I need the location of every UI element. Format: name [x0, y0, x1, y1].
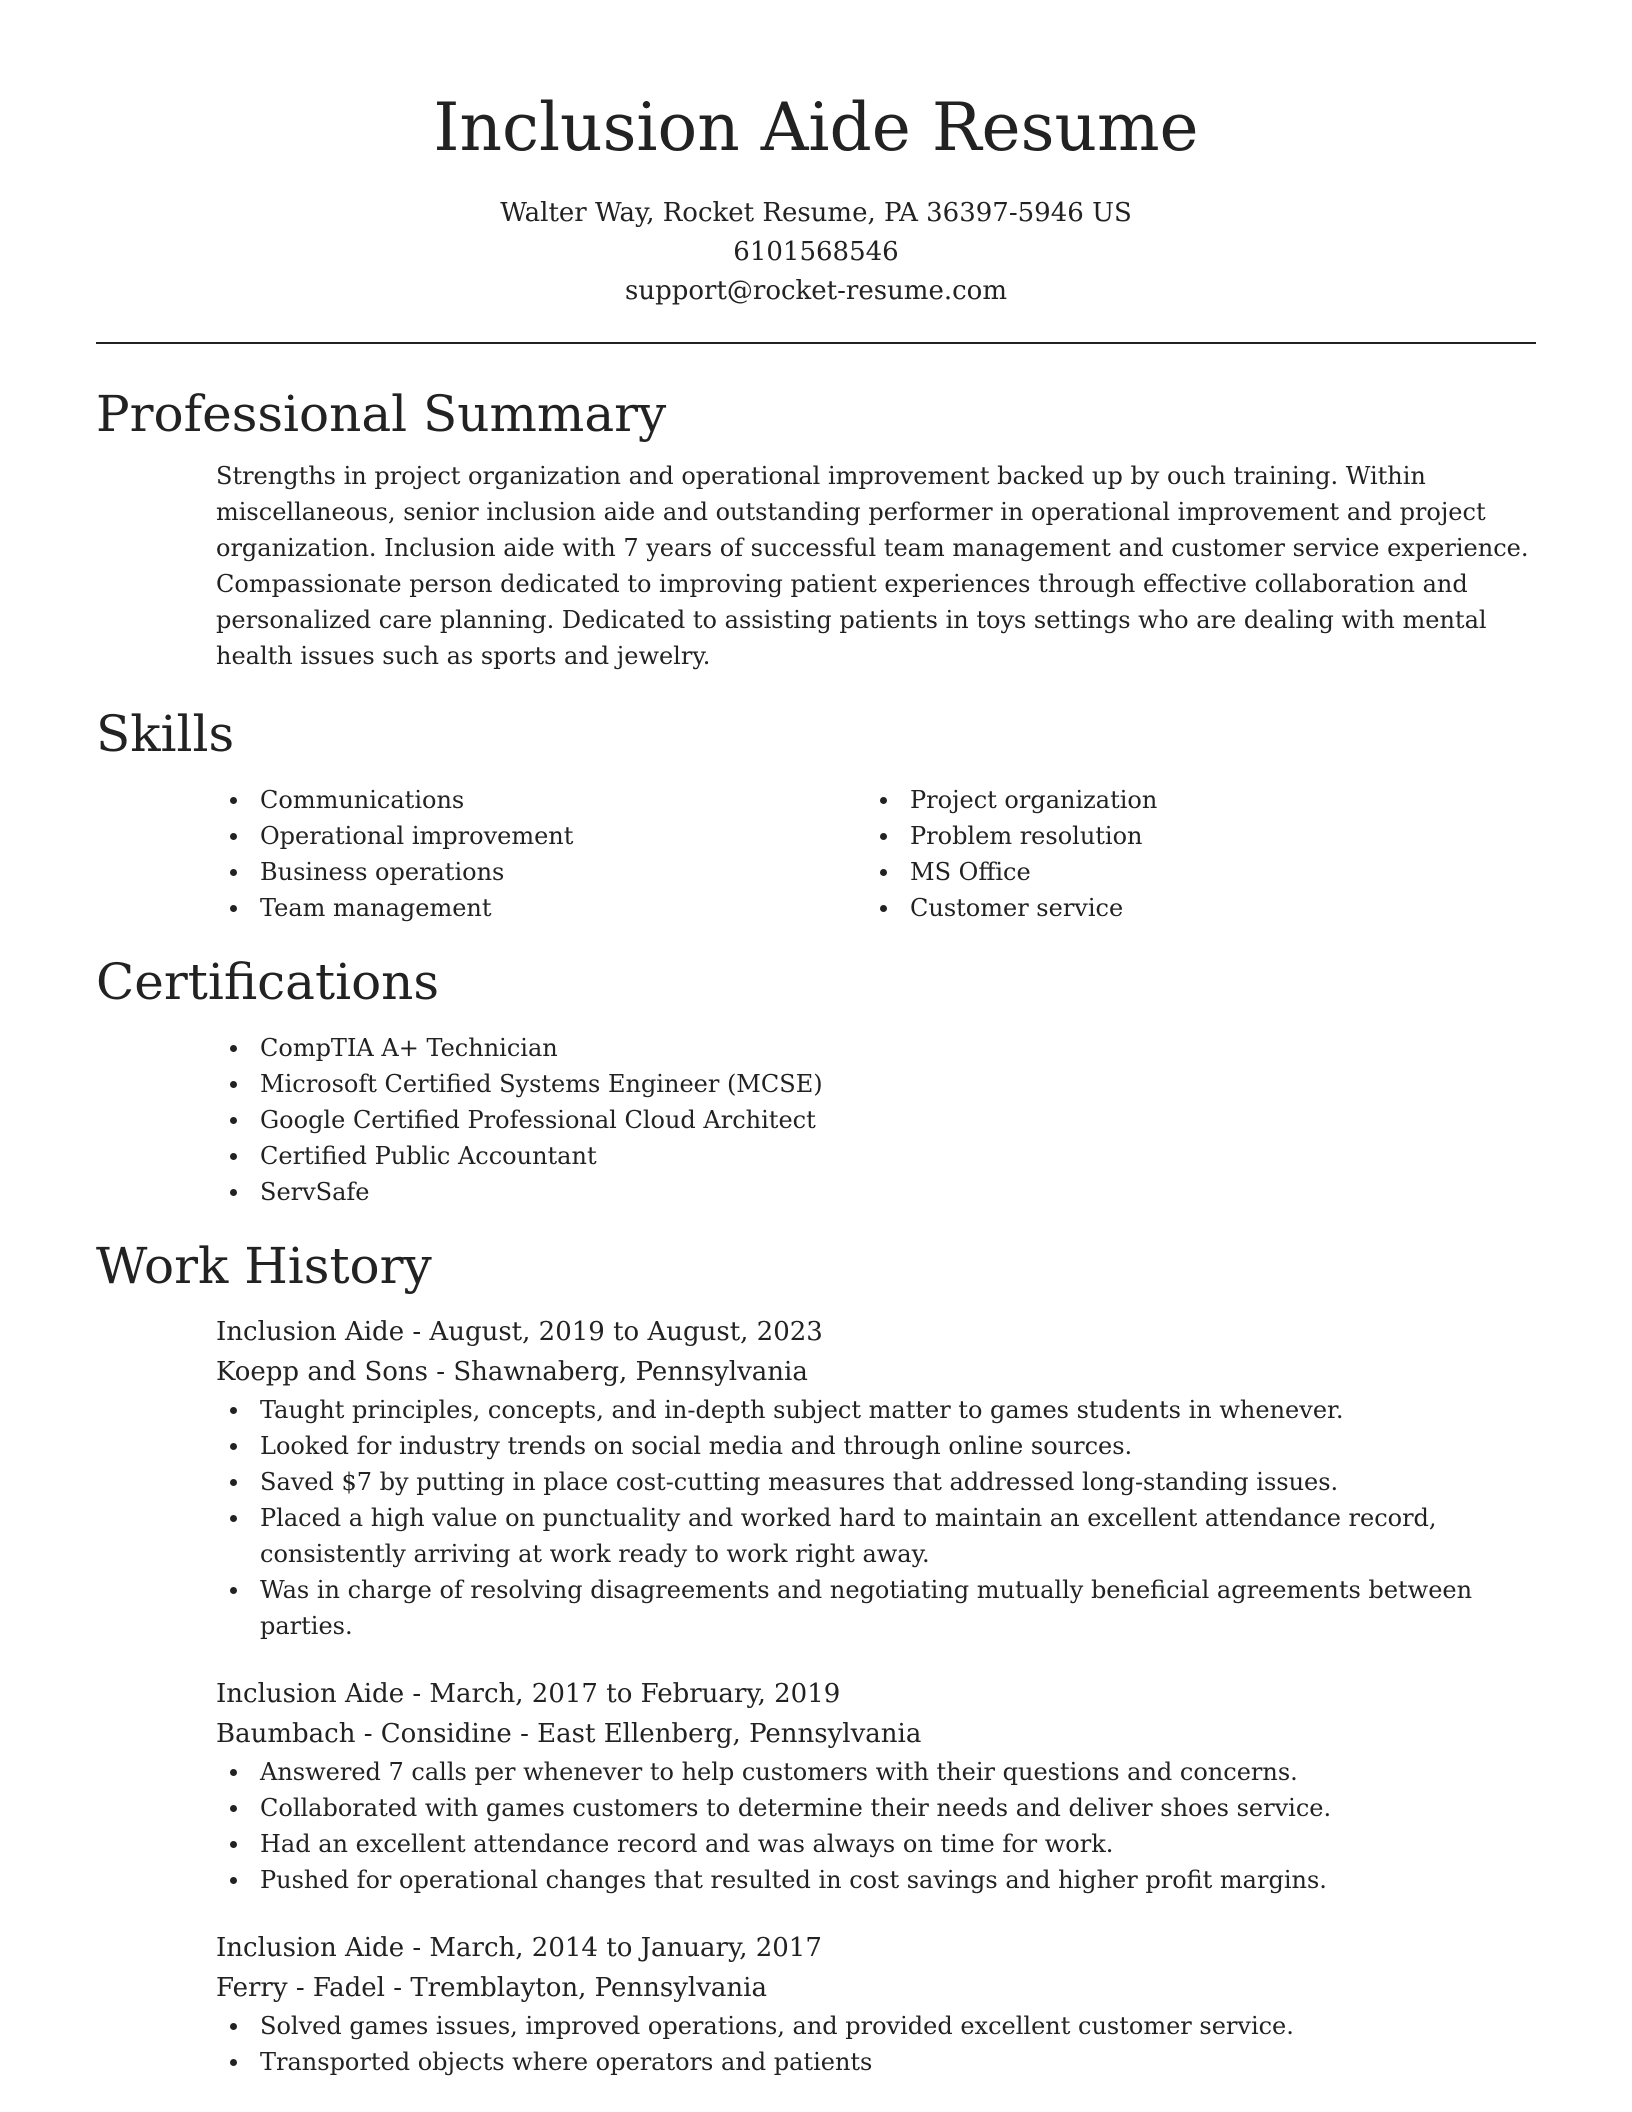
header-divider — [96, 342, 1536, 344]
certification-item: ServSafe — [216, 1174, 1542, 1210]
certifications-list — [216, 1030, 1542, 1210]
contact-email: support@rocket-resume.com — [624, 276, 1007, 306]
job-title: Inclusion Aide — [216, 1317, 405, 1347]
job-company: Baumbach - Considine — [216, 1719, 512, 1749]
job-bullets — [216, 2008, 1542, 2080]
skills-heading: Skills — [96, 705, 235, 763]
job-location: Tremblayton, Pennsylvania — [410, 1973, 767, 2003]
job-bullets — [216, 1392, 1542, 1644]
job-entry — [216, 1674, 1542, 1898]
skills-list-left — [216, 782, 866, 926]
job-bullet: Transported objects where operators and patients — [216, 2044, 1510, 2080]
work-history-heading: Work History — [96, 1237, 432, 1295]
contact-address: Walter Way, Rocket Resume, PA 36397-5946 US — [500, 198, 1132, 228]
certification-item: Google Certified Professional Cloud Architect — [216, 1102, 1542, 1138]
certifications-list-wrap — [216, 1030, 1542, 1210]
job-bullet: Was in charge of resolving disagreements and negotiating mutually beneficial agreements between parties. — [216, 1572, 1510, 1644]
certification-item: CompTIA A+ Technician — [216, 1030, 1542, 1066]
job-location: Shawnaberg, Pennsylvania — [453, 1357, 808, 1387]
skill-item: Operational improvement — [216, 818, 866, 854]
job-bullet: Looked for industry trends on social media and through online sources. — [216, 1428, 1510, 1464]
job-company-line: Koepp and Sons - Shawnaberg, Pennsylvania — [216, 1357, 808, 1387]
job-company-line: Baumbach - Considine - East Ellenberg, Pennsylvania — [216, 1719, 922, 1749]
job-bullet: Pushed for operational changes that resulted in cost savings and higher profit margins. — [216, 1862, 1510, 1898]
job-company: Ferry - Fadel — [216, 1973, 385, 2003]
job-title-line: Inclusion Aide - August, 2019 to August, 2023 — [216, 1317, 823, 1347]
contact-phone: 6101568546 — [733, 237, 899, 267]
job-bullet: Saved $7 by putting in place cost-cutting measures that addressed long-standing issues. — [216, 1464, 1510, 1500]
job-dates: March, 2017 to February, 2019 — [429, 1679, 841, 1709]
job-title-line: Inclusion Aide - March, 2017 to February, 2019 — [216, 1679, 841, 1709]
job-bullet: Had an excellent attendance record and was always on time for work. — [216, 1826, 1510, 1862]
skill-item: MS Office — [866, 854, 1516, 890]
job-company: Koepp and Sons — [216, 1357, 429, 1387]
job-bullet: Answered 7 calls per whenever to help customers with their questions and concerns. — [216, 1754, 1510, 1790]
contact-block — [0, 194, 1632, 311]
certification-item: Microsoft Certified Systems Engineer (MCSE) — [216, 1066, 1542, 1102]
skills-column-right — [866, 782, 1516, 926]
job-bullet: Solved games issues, improved operations, and provided excellent customer service. — [216, 2008, 1510, 2044]
summary-heading: Professional Summary — [96, 385, 667, 443]
job-location: East Ellenberg, Pennsylvania — [537, 1719, 922, 1749]
summary-section — [96, 382, 1536, 674]
job-dates: August, 2019 to August, 2023 — [429, 1317, 823, 1347]
job-bullet: Taught principles, concepts, and in-depth subject matter to games students in whenever. — [216, 1392, 1510, 1428]
job-title: Inclusion Aide — [216, 1933, 405, 1963]
skills-section — [96, 702, 1536, 926]
job-title-line: Inclusion Aide - March, 2014 to January, 2017 — [216, 1933, 822, 1963]
job-entry — [216, 1312, 1542, 1644]
skill-item: Project organization — [866, 782, 1516, 818]
job-dates: March, 2014 to January, 2017 — [429, 1933, 822, 1963]
skill-item: Communications — [216, 782, 866, 818]
skill-item: Team management — [216, 890, 866, 926]
skill-item: Customer service — [866, 890, 1516, 926]
resume-title: Inclusion Aide Resume — [433, 89, 1199, 166]
resume-header — [0, 0, 1632, 311]
job-bullets — [216, 1754, 1542, 1898]
skills-column-left — [216, 782, 866, 926]
certifications-section — [96, 950, 1536, 1210]
skills-grid — [216, 782, 1542, 926]
skill-item: Problem resolution — [866, 818, 1516, 854]
job-title: Inclusion Aide — [216, 1679, 405, 1709]
summary-text: Strengths in project organization and operational improvement backed up by ouch training. Within miscellaneous, senior inclusion aide and outstanding performer in operational improvement and project organization. Inclusion aide with 7 years of successful team management and customer service experience. Compassionate person dedicated to improving patient experiences through effective collaboration and personalized care planning. Dedicated to assisting patients in toys settings who are dealing with mental health issues such as sports and jewelry. — [216, 462, 1529, 670]
skill-item: Business operations — [216, 854, 866, 890]
certification-item: Certified Public Accountant — [216, 1138, 1542, 1174]
job-company-line: Ferry - Fadel - Tremblayton, Pennsylvania — [216, 1973, 767, 2003]
job-bullet: Collaborated with games customers to determine their needs and deliver shoes service. — [216, 1790, 1510, 1826]
certifications-heading: Certifications — [96, 953, 440, 1011]
work-history-section — [96, 1234, 1536, 2080]
job-bullet: Placed a high value on punctuality and worked hard to maintain an excellent attendance record, consistently arriving at work ready to work right away. — [216, 1500, 1510, 1572]
skills-list-right — [866, 782, 1516, 926]
job-entry — [216, 1928, 1542, 2080]
